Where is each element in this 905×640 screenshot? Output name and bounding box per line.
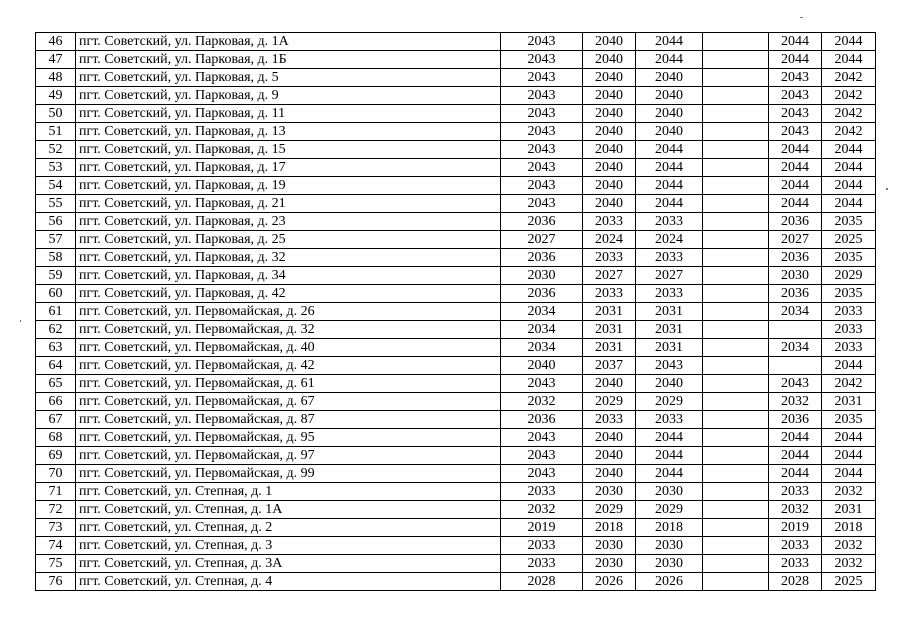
row-number-cell: 75	[36, 555, 76, 573]
year-col-3-cell: 2040	[636, 87, 703, 105]
row-number-cell: 47	[36, 51, 76, 69]
year-col-6-cell: 2044	[822, 447, 876, 465]
address-cell: пгт. Советский, ул. Первомайская, д. 32	[76, 321, 501, 339]
year-col-1-cell: 2028	[501, 573, 583, 591]
year-col-4-cell	[703, 375, 769, 393]
year-col-2-cell: 2040	[583, 465, 636, 483]
table-row	[36, 105, 876, 123]
year-col-3-cell: 2030	[636, 483, 703, 501]
table-row	[36, 231, 876, 249]
address-cell: пгт. Советский, ул. Первомайская, д. 26	[76, 303, 501, 321]
year-col-1-cell: 2043	[501, 159, 583, 177]
year-col-4-cell	[703, 87, 769, 105]
table-row	[36, 339, 876, 357]
table-row	[36, 87, 876, 105]
year-col-3-cell: 2044	[636, 159, 703, 177]
row-number-cell: 53	[36, 159, 76, 177]
year-col-4-cell	[703, 123, 769, 141]
year-col-4-cell	[703, 285, 769, 303]
year-col-3-cell: 2033	[636, 285, 703, 303]
year-col-6-cell: 2044	[822, 159, 876, 177]
table-row	[36, 519, 876, 537]
year-col-3-cell: 2031	[636, 339, 703, 357]
year-col-3-cell: 2030	[636, 537, 703, 555]
year-col-4-cell	[703, 159, 769, 177]
address-cell: пгт. Советский, ул. Парковая, д. 17	[76, 159, 501, 177]
year-col-3-cell: 2044	[636, 141, 703, 159]
table-row	[36, 267, 876, 285]
year-col-6-cell: 2032	[822, 483, 876, 501]
year-col-5-cell: 2044	[769, 141, 822, 159]
year-col-3-cell: 2033	[636, 213, 703, 231]
year-col-5-cell: 2044	[769, 159, 822, 177]
row-number-cell: 67	[36, 411, 76, 429]
year-col-1-cell: 2033	[501, 537, 583, 555]
year-col-4-cell	[703, 105, 769, 123]
year-col-4-cell	[703, 465, 769, 483]
row-number-cell: 59	[36, 267, 76, 285]
year-col-3-cell: 2044	[636, 51, 703, 69]
year-col-2-cell: 2040	[583, 33, 636, 51]
table-row	[36, 159, 876, 177]
year-col-5-cell: 2044	[769, 465, 822, 483]
row-number-cell: 49	[36, 87, 76, 105]
table-row	[36, 69, 876, 87]
table-row	[36, 501, 876, 519]
year-col-6-cell: 2044	[822, 51, 876, 69]
row-number-cell: 63	[36, 339, 76, 357]
table-row	[36, 447, 876, 465]
year-col-1-cell: 2040	[501, 357, 583, 375]
year-col-2-cell: 2031	[583, 339, 636, 357]
year-col-5-cell: 2036	[769, 411, 822, 429]
year-col-4-cell	[703, 69, 769, 87]
year-col-5-cell: 2036	[769, 213, 822, 231]
table-row	[36, 375, 876, 393]
year-col-1-cell: 2043	[501, 195, 583, 213]
year-col-1-cell: 2032	[501, 501, 583, 519]
year-col-3-cell: 2044	[636, 447, 703, 465]
year-col-3-cell: 2040	[636, 105, 703, 123]
year-col-4-cell	[703, 357, 769, 375]
row-number-cell: 73	[36, 519, 76, 537]
year-col-5-cell: 2034	[769, 339, 822, 357]
year-col-5-cell: 2034	[769, 303, 822, 321]
year-col-2-cell: 2040	[583, 51, 636, 69]
table-row	[36, 195, 876, 213]
year-col-6-cell: 2042	[822, 123, 876, 141]
year-col-2-cell: 2040	[583, 105, 636, 123]
row-number-cell: 52	[36, 141, 76, 159]
year-col-4-cell	[703, 501, 769, 519]
row-number-cell: 71	[36, 483, 76, 501]
year-col-1-cell: 2027	[501, 231, 583, 249]
year-col-1-cell: 2043	[501, 33, 583, 51]
row-number-cell: 61	[36, 303, 76, 321]
year-col-1-cell: 2043	[501, 177, 583, 195]
year-col-3-cell: 2044	[636, 33, 703, 51]
year-col-1-cell: 2034	[501, 303, 583, 321]
address-cell: пгт. Советский, ул. Парковая, д. 23	[76, 213, 501, 231]
row-number-cell: 76	[36, 573, 76, 591]
address-cell: пгт. Советский, ул. Степная, д. 3	[76, 537, 501, 555]
year-col-6-cell: 2035	[822, 285, 876, 303]
year-col-5-cell: 2044	[769, 195, 822, 213]
year-col-2-cell: 2040	[583, 159, 636, 177]
year-col-3-cell: 2043	[636, 357, 703, 375]
year-col-4-cell	[703, 303, 769, 321]
year-col-3-cell: 2033	[636, 249, 703, 267]
table-row	[36, 285, 876, 303]
row-number-cell: 54	[36, 177, 76, 195]
year-col-6-cell: 2018	[822, 519, 876, 537]
address-cell: пгт. Советский, ул. Первомайская, д. 67	[76, 393, 501, 411]
year-col-3-cell: 2024	[636, 231, 703, 249]
table-row	[36, 573, 876, 591]
year-col-3-cell: 2040	[636, 69, 703, 87]
year-col-6-cell: 2044	[822, 465, 876, 483]
year-col-6-cell: 2031	[822, 501, 876, 519]
row-number-cell: 56	[36, 213, 76, 231]
row-number-cell: 64	[36, 357, 76, 375]
table-row	[36, 411, 876, 429]
year-col-5-cell: 2043	[769, 69, 822, 87]
row-number-cell: 69	[36, 447, 76, 465]
year-col-4-cell	[703, 141, 769, 159]
year-col-6-cell: 2044	[822, 33, 876, 51]
year-col-6-cell: 2033	[822, 339, 876, 357]
year-col-2-cell: 2024	[583, 231, 636, 249]
year-col-1-cell: 2036	[501, 411, 583, 429]
table-row	[36, 537, 876, 555]
address-cell: пгт. Советский, ул. Первомайская, д. 40	[76, 339, 501, 357]
table-row	[36, 303, 876, 321]
year-col-1-cell: 2036	[501, 285, 583, 303]
year-col-2-cell: 2033	[583, 285, 636, 303]
year-col-1-cell: 2043	[501, 123, 583, 141]
year-col-4-cell	[703, 231, 769, 249]
year-col-6-cell: 2042	[822, 105, 876, 123]
address-cell: пгт. Советский, ул. Парковая, д. 9	[76, 87, 501, 105]
year-col-1-cell: 2043	[501, 375, 583, 393]
row-number-cell: 62	[36, 321, 76, 339]
year-col-3-cell: 2031	[636, 303, 703, 321]
year-col-2-cell: 2040	[583, 87, 636, 105]
address-cell: пгт. Советский, ул. Первомайская, д. 61	[76, 375, 501, 393]
year-col-6-cell: 2033	[822, 321, 876, 339]
scan-speck	[886, 188, 888, 190]
year-col-5-cell: 2027	[769, 231, 822, 249]
row-number-cell: 55	[36, 195, 76, 213]
year-col-5-cell: 2043	[769, 375, 822, 393]
year-col-2-cell: 2040	[583, 177, 636, 195]
table-row	[36, 465, 876, 483]
year-col-2-cell: 2040	[583, 195, 636, 213]
year-col-4-cell	[703, 267, 769, 285]
row-number-cell: 50	[36, 105, 76, 123]
year-col-3-cell: 2029	[636, 393, 703, 411]
row-number-cell: 60	[36, 285, 76, 303]
year-col-3-cell: 2029	[636, 501, 703, 519]
year-col-3-cell: 2044	[636, 195, 703, 213]
year-col-4-cell	[703, 537, 769, 555]
table-row	[36, 33, 876, 51]
year-col-5-cell: 2036	[769, 285, 822, 303]
row-number-cell: 70	[36, 465, 76, 483]
year-col-4-cell	[703, 519, 769, 537]
year-col-2-cell: 2033	[583, 213, 636, 231]
year-col-6-cell: 2044	[822, 429, 876, 447]
row-number-cell: 48	[36, 69, 76, 87]
table-row	[36, 357, 876, 375]
year-col-2-cell: 2040	[583, 429, 636, 447]
year-col-5-cell: 2043	[769, 123, 822, 141]
year-col-5-cell: 2028	[769, 573, 822, 591]
table-row	[36, 51, 876, 69]
address-cell: пгт. Советский, ул. Парковая, д. 19	[76, 177, 501, 195]
year-col-4-cell	[703, 573, 769, 591]
year-col-1-cell: 2034	[501, 339, 583, 357]
year-col-6-cell: 2029	[822, 267, 876, 285]
year-col-5-cell: 2044	[769, 51, 822, 69]
address-cell: пгт. Советский, ул. Степная, д. 1А	[76, 501, 501, 519]
year-col-5-cell: 2036	[769, 249, 822, 267]
year-col-2-cell: 2030	[583, 483, 636, 501]
row-number-cell: 74	[36, 537, 76, 555]
year-col-6-cell: 2025	[822, 231, 876, 249]
address-cell: пгт. Советский, ул. Парковая, д. 1А	[76, 33, 501, 51]
year-col-5-cell: 2033	[769, 483, 822, 501]
year-col-5-cell: 2033	[769, 537, 822, 555]
year-col-2-cell: 2030	[583, 537, 636, 555]
year-col-4-cell	[703, 447, 769, 465]
year-col-1-cell: 2043	[501, 447, 583, 465]
row-number-cell: 51	[36, 123, 76, 141]
address-cell: пгт. Советский, ул. Парковая, д. 25	[76, 231, 501, 249]
year-col-1-cell: 2043	[501, 105, 583, 123]
year-col-3-cell: 2040	[636, 123, 703, 141]
year-col-4-cell	[703, 321, 769, 339]
year-col-6-cell: 2044	[822, 357, 876, 375]
year-col-6-cell: 2031	[822, 393, 876, 411]
year-col-4-cell	[703, 393, 769, 411]
year-col-4-cell	[703, 555, 769, 573]
year-col-1-cell: 2019	[501, 519, 583, 537]
year-col-6-cell: 2035	[822, 249, 876, 267]
table-row	[36, 321, 876, 339]
year-col-2-cell: 2040	[583, 141, 636, 159]
year-col-1-cell: 2036	[501, 213, 583, 231]
year-col-6-cell: 2044	[822, 195, 876, 213]
table-row	[36, 393, 876, 411]
year-col-4-cell	[703, 195, 769, 213]
address-cell: пгт. Советский, ул. Степная, д. 3А	[76, 555, 501, 573]
year-col-4-cell	[703, 429, 769, 447]
year-col-5-cell: 2032	[769, 393, 822, 411]
address-cell: пгт. Советский, ул. Первомайская, д. 87	[76, 411, 501, 429]
year-col-2-cell: 2018	[583, 519, 636, 537]
year-col-2-cell: 2029	[583, 393, 636, 411]
year-col-2-cell: 2040	[583, 447, 636, 465]
address-cell: пгт. Советский, ул. Первомайская, д. 95	[76, 429, 501, 447]
year-col-2-cell: 2030	[583, 555, 636, 573]
address-cell: пгт. Советский, ул. Парковая, д. 34	[76, 267, 501, 285]
year-col-4-cell	[703, 213, 769, 231]
year-col-5-cell: 2019	[769, 519, 822, 537]
table-row	[36, 123, 876, 141]
year-col-6-cell: 2032	[822, 537, 876, 555]
year-col-3-cell: 2044	[636, 429, 703, 447]
year-col-5-cell	[769, 321, 822, 339]
year-col-1-cell: 2036	[501, 249, 583, 267]
year-col-6-cell: 2042	[822, 375, 876, 393]
year-col-3-cell: 2027	[636, 267, 703, 285]
year-col-1-cell: 2043	[501, 69, 583, 87]
year-col-3-cell: 2044	[636, 177, 703, 195]
scan-speck	[800, 17, 803, 18]
year-col-1-cell: 2043	[501, 465, 583, 483]
address-cell: пгт. Советский, ул. Первомайская, д. 99	[76, 465, 501, 483]
table-row	[36, 555, 876, 573]
year-col-4-cell	[703, 483, 769, 501]
year-col-1-cell: 2043	[501, 141, 583, 159]
address-cell: пгт. Советский, ул. Степная, д. 2	[76, 519, 501, 537]
year-col-6-cell: 2042	[822, 87, 876, 105]
year-col-4-cell	[703, 411, 769, 429]
year-col-2-cell: 2033	[583, 249, 636, 267]
row-number-cell: 72	[36, 501, 76, 519]
year-col-5-cell: 2044	[769, 447, 822, 465]
address-cell: пгт. Советский, ул. Первомайская, д. 97	[76, 447, 501, 465]
table-body	[36, 33, 876, 591]
year-col-2-cell: 2031	[583, 303, 636, 321]
table-row	[36, 249, 876, 267]
year-col-1-cell: 2043	[501, 429, 583, 447]
table-row	[36, 141, 876, 159]
year-col-6-cell: 2044	[822, 177, 876, 195]
year-col-5-cell: 2044	[769, 33, 822, 51]
year-col-1-cell: 2034	[501, 321, 583, 339]
year-col-6-cell: 2032	[822, 555, 876, 573]
year-col-2-cell: 2026	[583, 573, 636, 591]
address-cell: пгт. Советский, ул. Парковая, д. 13	[76, 123, 501, 141]
table-row	[36, 429, 876, 447]
address-cell: пгт. Советский, ул. Парковая, д. 5	[76, 69, 501, 87]
row-number-cell: 66	[36, 393, 76, 411]
address-cell: пгт. Советский, ул. Парковая, д. 1Б	[76, 51, 501, 69]
address-cell: пгт. Советский, ул. Парковая, д. 42	[76, 285, 501, 303]
year-col-2-cell: 2040	[583, 375, 636, 393]
table-row	[36, 213, 876, 231]
year-col-4-cell	[703, 177, 769, 195]
year-col-4-cell	[703, 51, 769, 69]
year-col-4-cell	[703, 249, 769, 267]
year-col-2-cell: 2031	[583, 321, 636, 339]
year-col-2-cell: 2040	[583, 123, 636, 141]
year-col-3-cell: 2040	[636, 375, 703, 393]
year-col-2-cell: 2029	[583, 501, 636, 519]
year-col-2-cell: 2027	[583, 267, 636, 285]
year-col-6-cell: 2042	[822, 69, 876, 87]
address-cell: пгт. Советский, ул. Степная, д. 4	[76, 573, 501, 591]
address-cell: пгт. Советский, ул. Парковая, д. 32	[76, 249, 501, 267]
year-col-2-cell: 2037	[583, 357, 636, 375]
year-col-3-cell: 2018	[636, 519, 703, 537]
year-col-1-cell: 2033	[501, 555, 583, 573]
table-row	[36, 483, 876, 501]
row-number-cell: 58	[36, 249, 76, 267]
year-col-3-cell: 2033	[636, 411, 703, 429]
year-col-5-cell	[769, 357, 822, 375]
year-col-4-cell	[703, 339, 769, 357]
housing-schedule-table	[35, 32, 876, 591]
address-cell: пгт. Советский, ул. Парковая, д. 21	[76, 195, 501, 213]
address-cell: пгт. Советский, ул. Парковая, д. 15	[76, 141, 501, 159]
year-col-6-cell: 2033	[822, 303, 876, 321]
year-col-6-cell: 2044	[822, 141, 876, 159]
scan-speck	[20, 320, 21, 322]
year-col-5-cell: 2043	[769, 87, 822, 105]
year-col-3-cell: 2031	[636, 321, 703, 339]
year-col-6-cell: 2035	[822, 411, 876, 429]
row-number-cell: 57	[36, 231, 76, 249]
year-col-3-cell: 2026	[636, 573, 703, 591]
year-col-5-cell: 2032	[769, 501, 822, 519]
row-number-cell: 68	[36, 429, 76, 447]
year-col-2-cell: 2033	[583, 411, 636, 429]
year-col-1-cell: 2043	[501, 51, 583, 69]
year-col-1-cell: 2032	[501, 393, 583, 411]
address-cell: пгт. Советский, ул. Первомайская, д. 42	[76, 357, 501, 375]
year-col-1-cell: 2033	[501, 483, 583, 501]
year-col-1-cell: 2043	[501, 87, 583, 105]
address-cell: пгт. Советский, ул. Парковая, д. 11	[76, 105, 501, 123]
year-col-6-cell: 2025	[822, 573, 876, 591]
year-col-5-cell: 2030	[769, 267, 822, 285]
year-col-2-cell: 2040	[583, 69, 636, 87]
year-col-4-cell	[703, 33, 769, 51]
row-number-cell: 46	[36, 33, 76, 51]
year-col-6-cell: 2035	[822, 213, 876, 231]
year-col-3-cell: 2030	[636, 555, 703, 573]
row-number-cell: 65	[36, 375, 76, 393]
table-row	[36, 177, 876, 195]
year-col-1-cell: 2030	[501, 267, 583, 285]
year-col-5-cell: 2043	[769, 105, 822, 123]
year-col-5-cell: 2044	[769, 429, 822, 447]
year-col-3-cell: 2044	[636, 465, 703, 483]
address-cell: пгт. Советский, ул. Степная, д. 1	[76, 483, 501, 501]
year-col-5-cell: 2044	[769, 177, 822, 195]
year-col-5-cell: 2033	[769, 555, 822, 573]
